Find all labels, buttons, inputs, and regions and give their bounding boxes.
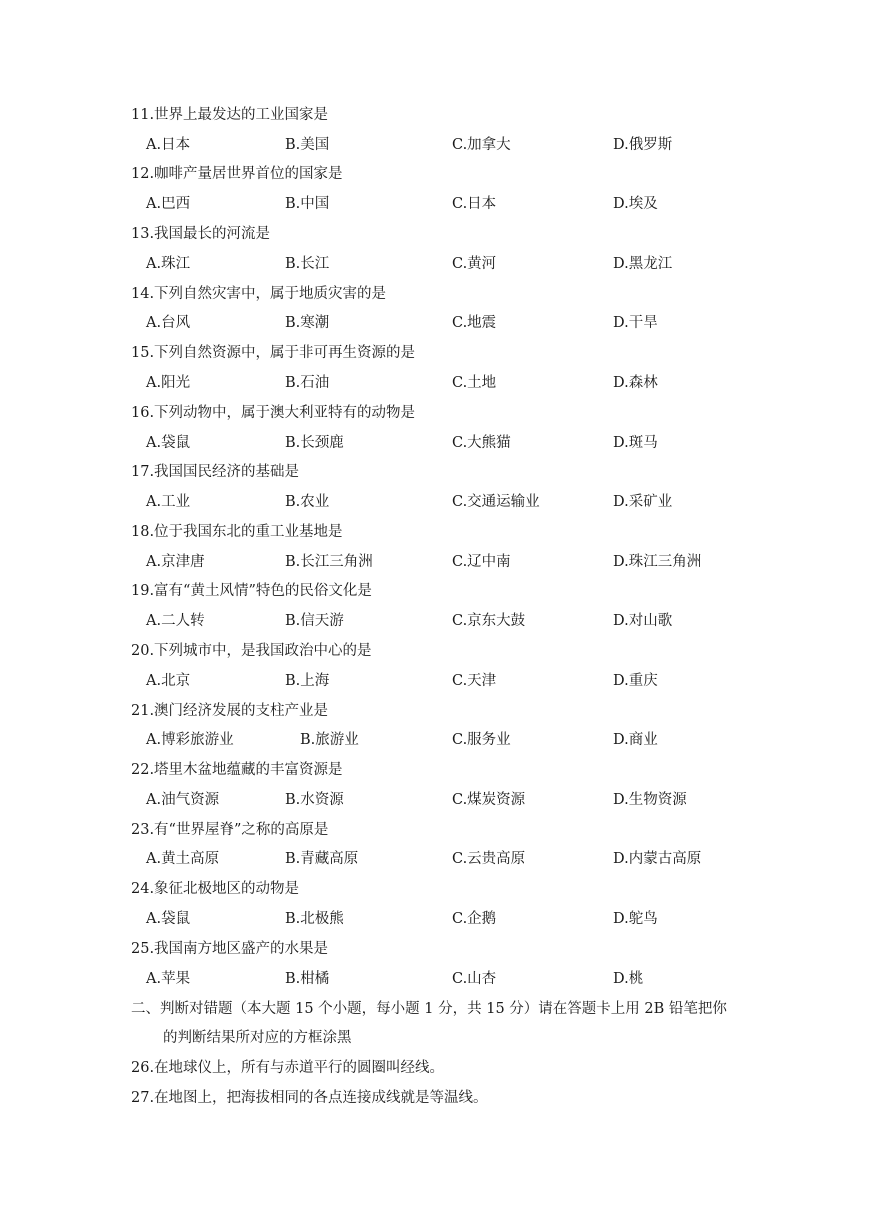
option-d: D.生物资源 bbox=[613, 792, 687, 808]
option-c: C.辽中南 bbox=[452, 554, 511, 570]
option-b: B.美国 bbox=[285, 137, 330, 153]
option-d: D.内蒙古高原 bbox=[613, 851, 702, 867]
option-d: D.鸵鸟 bbox=[613, 911, 658, 927]
option-d: D.干旱 bbox=[613, 315, 658, 331]
option-d: D.采矿业 bbox=[613, 494, 673, 510]
option-a: A.巴西 bbox=[146, 196, 191, 212]
option-d: D.埃及 bbox=[613, 196, 658, 212]
option-a: A.苹果 bbox=[146, 971, 191, 987]
section-heading-continuation: 的判断结果所对应的方框涂黑 bbox=[163, 1030, 352, 1046]
option-c: C.云贵高原 bbox=[452, 851, 526, 867]
option-a: A.台风 bbox=[146, 315, 191, 331]
option-b: B.水资源 bbox=[285, 792, 344, 808]
option-b: B.长颈鹿 bbox=[285, 435, 344, 451]
option-a: A.袋鼠 bbox=[146, 435, 191, 451]
option-b: B.北极熊 bbox=[285, 911, 344, 927]
question-stem: 23.有“世界屋脊”之称的高原是 bbox=[131, 822, 329, 838]
option-c: C.加拿大 bbox=[452, 137, 511, 153]
option-c: C.大熊猫 bbox=[452, 435, 511, 451]
option-b: B.柑橘 bbox=[285, 971, 330, 987]
question-stem: 19.富有“黄土风情”特色的民俗文化是 bbox=[131, 583, 372, 599]
option-c: C.天津 bbox=[452, 673, 497, 689]
question-stem: 14.下列自然灾害中，属于地质灾害的是 bbox=[131, 286, 387, 302]
option-a: A.阳光 bbox=[146, 375, 191, 391]
option-d: D.对山歌 bbox=[613, 613, 673, 629]
option-a: A.黄土高原 bbox=[146, 851, 220, 867]
option-a: A.北京 bbox=[146, 673, 191, 689]
section-heading: 二、判断对错题（本大题 15 个小题，每小题 1 分，共 15 分）请在答题卡上用 2B 铅笔把你 bbox=[131, 1001, 727, 1017]
option-b: B.青藏高原 bbox=[285, 851, 359, 867]
option-c: C.交通运输业 bbox=[452, 494, 540, 510]
question-stem: 24.象征北极地区的动物是 bbox=[131, 881, 300, 897]
option-c: C.日本 bbox=[452, 196, 497, 212]
option-c: C.煤炭资源 bbox=[452, 792, 526, 808]
option-a: A.京津唐 bbox=[146, 554, 205, 570]
option-b: B.寒潮 bbox=[285, 315, 330, 331]
option-b: B.中国 bbox=[285, 196, 330, 212]
option-b: B.信天游 bbox=[285, 613, 344, 629]
question-stem: 16.下列动物中，属于澳大利亚特有的动物是 bbox=[131, 405, 416, 421]
question-stem: 18.位于我国东北的重工业基地是 bbox=[131, 524, 343, 540]
option-a: A.二人转 bbox=[146, 613, 205, 629]
option-c: C.黄河 bbox=[452, 256, 497, 272]
option-c: C.土地 bbox=[452, 375, 497, 391]
option-c: C.地震 bbox=[452, 315, 497, 331]
option-c: C.山杏 bbox=[452, 971, 497, 987]
judgment-question: 26.在地球仪上，所有与赤道平行的圆圈叫经线。 bbox=[131, 1060, 445, 1076]
question-stem: 22.塔里木盆地蕴藏的丰富资源是 bbox=[131, 762, 343, 778]
option-d: D.珠江三角洲 bbox=[613, 554, 702, 570]
option-d: D.商业 bbox=[613, 732, 658, 748]
question-stem: 20.下列城市中，是我国政治中心的是 bbox=[131, 643, 372, 659]
option-b: B.农业 bbox=[285, 494, 330, 510]
option-c: C.企鹅 bbox=[452, 911, 497, 927]
option-d: D.斑马 bbox=[613, 435, 658, 451]
option-d: D.黑龙江 bbox=[613, 256, 673, 272]
option-a: A.珠江 bbox=[146, 256, 191, 272]
option-a: A.油气资源 bbox=[146, 792, 220, 808]
option-a: A.日本 bbox=[146, 137, 191, 153]
option-a: A.袋鼠 bbox=[146, 911, 191, 927]
option-a: A.博彩旅游业 bbox=[146, 732, 234, 748]
option-b: B.长江 bbox=[285, 256, 330, 272]
option-c: C.服务业 bbox=[452, 732, 511, 748]
option-d: D.桃 bbox=[613, 971, 644, 987]
question-stem: 25.我国南方地区盛产的水果是 bbox=[131, 941, 329, 957]
option-d: D.森林 bbox=[613, 375, 658, 391]
option-b: B.旅游业 bbox=[300, 732, 359, 748]
question-stem: 11.世界上最发达的工业国家是 bbox=[131, 107, 329, 123]
option-d: D.重庆 bbox=[613, 673, 658, 689]
option-b: B.上海 bbox=[285, 673, 330, 689]
question-stem: 21.澳门经济发展的支柱产业是 bbox=[131, 703, 329, 719]
question-stem: 15.下列自然资源中，属于非可再生资源的是 bbox=[131, 345, 416, 361]
option-a: A.工业 bbox=[146, 494, 191, 510]
judgment-question: 27.在地图上，把海拔相同的各点连接成线就是等温线。 bbox=[131, 1090, 488, 1106]
question-stem: 13.我国最长的河流是 bbox=[131, 226, 271, 242]
question-stem: 12.咖啡产量居世界首位的国家是 bbox=[131, 166, 343, 182]
question-stem: 17.我国国民经济的基础是 bbox=[131, 464, 300, 480]
option-c: C.京东大鼓 bbox=[452, 613, 526, 629]
option-d: D.俄罗斯 bbox=[613, 137, 673, 153]
option-b: B.石油 bbox=[285, 375, 330, 391]
option-b: B.长江三角洲 bbox=[285, 554, 373, 570]
